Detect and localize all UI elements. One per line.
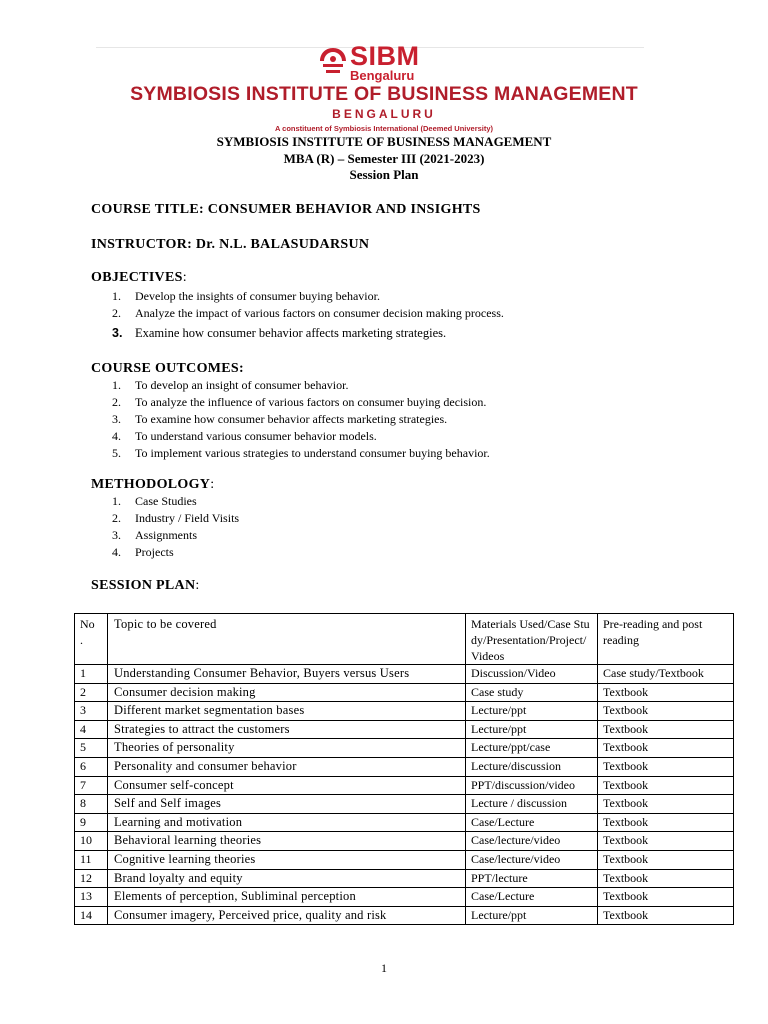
cell-topic: Understanding Consumer Behavior, Buyers versus Users	[108, 665, 466, 684]
header-institute: SYMBIOSIS INSTITUTE OF BUSINESS MANAGEMENT	[216, 134, 552, 149]
table-row	[75, 813, 734, 832]
objectives-list	[112, 288, 504, 342]
column-header-no: No .	[75, 614, 108, 665]
table-row	[75, 665, 734, 684]
page-number: 1	[381, 961, 387, 975]
cell-no: 4	[75, 720, 108, 739]
cell-reading: Textbook	[598, 702, 734, 721]
cell-topic: Self and Self images	[108, 795, 466, 814]
list-item: 2. Industry / Field Visits	[112, 511, 240, 525]
cell-topic: Different market segmentation bases	[108, 702, 466, 721]
cell-materials: Lecture/discussion	[466, 757, 598, 776]
cell-reading: Textbook	[598, 888, 734, 907]
cell-no: 14	[75, 906, 108, 925]
sibm-logo	[316, 41, 456, 84]
cell-materials: Case/Lecture	[466, 888, 598, 907]
cell-topic: Behavioral learning theories	[108, 832, 466, 851]
cell-topic: Brand loyalty and equity	[108, 869, 466, 888]
table-row	[75, 757, 734, 776]
list-item: 1. Case Studies	[112, 494, 197, 508]
cell-materials: Lecture/ppt	[466, 720, 598, 739]
logo-wordmark: SIBM	[350, 41, 420, 71]
cell-materials: Case study	[466, 683, 598, 702]
list-item: 3. Assignments	[112, 528, 198, 542]
list-item: 4. To understand various consumer behavior models.	[112, 429, 377, 443]
cell-materials: Case/lecture/video	[466, 832, 598, 851]
list-item: 3. Examine how consumer behavior affects marketing strategies.	[112, 326, 447, 340]
cell-materials: PPT/lecture	[466, 869, 598, 888]
symbiosis-emblem-icon	[316, 45, 350, 79]
cell-topic: Cognitive learning theories	[108, 850, 466, 869]
methodology-heading: METHODOLOGY:	[91, 477, 215, 492]
cell-no: 13	[75, 888, 108, 907]
course-title: COURSE TITLE: CONSUMER BEHAVIOR AND INSIGHTS	[91, 202, 481, 217]
cell-reading: Textbook	[598, 795, 734, 814]
list-item: 4. Projects	[112, 545, 174, 559]
cell-reading: Textbook	[598, 776, 734, 795]
cell-reading: Textbook	[598, 739, 734, 758]
list-item: 5. To implement various strategies to understand consumer buying behavior.	[112, 446, 490, 460]
table-row	[75, 739, 734, 758]
cell-no: 9	[75, 813, 108, 832]
cell-materials: Lecture/ppt/case	[466, 739, 598, 758]
cell-reading: Textbook	[598, 757, 734, 776]
table-header-row	[75, 614, 734, 665]
table-row	[75, 869, 734, 888]
cell-topic: Personality and consumer behavior	[108, 757, 466, 776]
list-item: 3. To examine how consumer behavior affects marketing strategies.	[112, 412, 448, 426]
list-item: 2. Analyze the impact of various factors on consumer decision making process.	[112, 306, 504, 320]
cell-reading: Textbook	[598, 813, 734, 832]
table-row	[75, 906, 734, 925]
logo-city: Bengaluru	[350, 68, 415, 83]
cell-topic: Strategies to attract the customers	[108, 720, 466, 739]
outcomes-list	[112, 377, 490, 462]
table-row	[75, 720, 734, 739]
constituent-line: A constituent of Symbiosis International (Deemed University)	[274, 124, 494, 133]
cell-materials: Lecture/ppt	[466, 906, 598, 925]
cell-no: 10	[75, 832, 108, 851]
cell-no: 6	[75, 757, 108, 776]
instructor: INSTRUCTOR: Dr. N.L. BALASUDARSUN	[91, 237, 370, 252]
outcomes-heading: COURSE OUTCOMES:	[91, 361, 244, 376]
column-header-materials: Materials Used/Case Study/Presentation/Project/ Videos	[466, 614, 598, 665]
cell-reading: Textbook	[598, 720, 734, 739]
list-item: 1. Develop the insights of consumer buying behavior.	[112, 289, 380, 303]
cell-no: 3	[75, 702, 108, 721]
objectives-heading: OBJECTIVES:	[91, 270, 187, 285]
institute-name: SYMBIOSIS INSTITUTE OF BUSINESS MANAGEMENT	[130, 83, 638, 105]
cell-materials: PPT/discussion/video	[466, 776, 598, 795]
cell-materials: Lecture / discussion	[466, 795, 598, 814]
cell-no: 5	[75, 739, 108, 758]
cell-no: 2	[75, 683, 108, 702]
cell-reading: Textbook	[598, 906, 734, 925]
cell-topic: Theories of personality	[108, 739, 466, 758]
cell-no: 12	[75, 869, 108, 888]
cell-no: 11	[75, 850, 108, 869]
institute-city: BENGALURU	[332, 107, 436, 121]
cell-reading: Textbook	[598, 850, 734, 869]
header-doc-type: Session Plan	[349, 167, 419, 182]
table-row	[75, 832, 734, 851]
table-row	[75, 683, 734, 702]
table-row	[75, 702, 734, 721]
table-row	[75, 776, 734, 795]
cell-reading: Case study/Textbook	[598, 665, 734, 684]
column-header-reading: Pre-reading and post reading	[598, 614, 734, 665]
list-item: 2. To analyze the influence of various factors on consumer buying decision.	[112, 395, 487, 409]
cell-materials: Discussion/Video	[466, 665, 598, 684]
table-row	[75, 850, 734, 869]
cell-topic: Consumer imagery, Perceived price, quality and risk	[108, 906, 466, 925]
methodology-list	[112, 493, 239, 561]
cell-no: 8	[75, 795, 108, 814]
list-item: 1. To develop an insight of consumer behavior.	[112, 378, 349, 392]
cell-topic: Consumer decision making	[108, 683, 466, 702]
cell-reading: Textbook	[598, 683, 734, 702]
header-program: MBA (R) – Semester III (2021-2023)	[283, 151, 485, 166]
cell-materials: Lecture/ppt	[466, 702, 598, 721]
cell-no: 7	[75, 776, 108, 795]
table-row	[75, 795, 734, 814]
cell-no: 1	[75, 665, 108, 684]
cell-reading: Textbook	[598, 869, 734, 888]
cell-topic: Elements of perception, Subliminal perception	[108, 888, 466, 907]
cell-topic: Learning and motivation	[108, 813, 466, 832]
cell-materials: Case/lecture/video	[466, 850, 598, 869]
table-row	[75, 888, 734, 907]
cell-topic: Consumer self-concept	[108, 776, 466, 795]
session-plan-heading: SESSION PLAN:	[91, 578, 200, 593]
cell-reading: Textbook	[598, 832, 734, 851]
session-plan-table	[74, 613, 734, 925]
column-header-topic: Topic to be covered	[108, 614, 466, 665]
cell-materials: Case/Lecture	[466, 813, 598, 832]
